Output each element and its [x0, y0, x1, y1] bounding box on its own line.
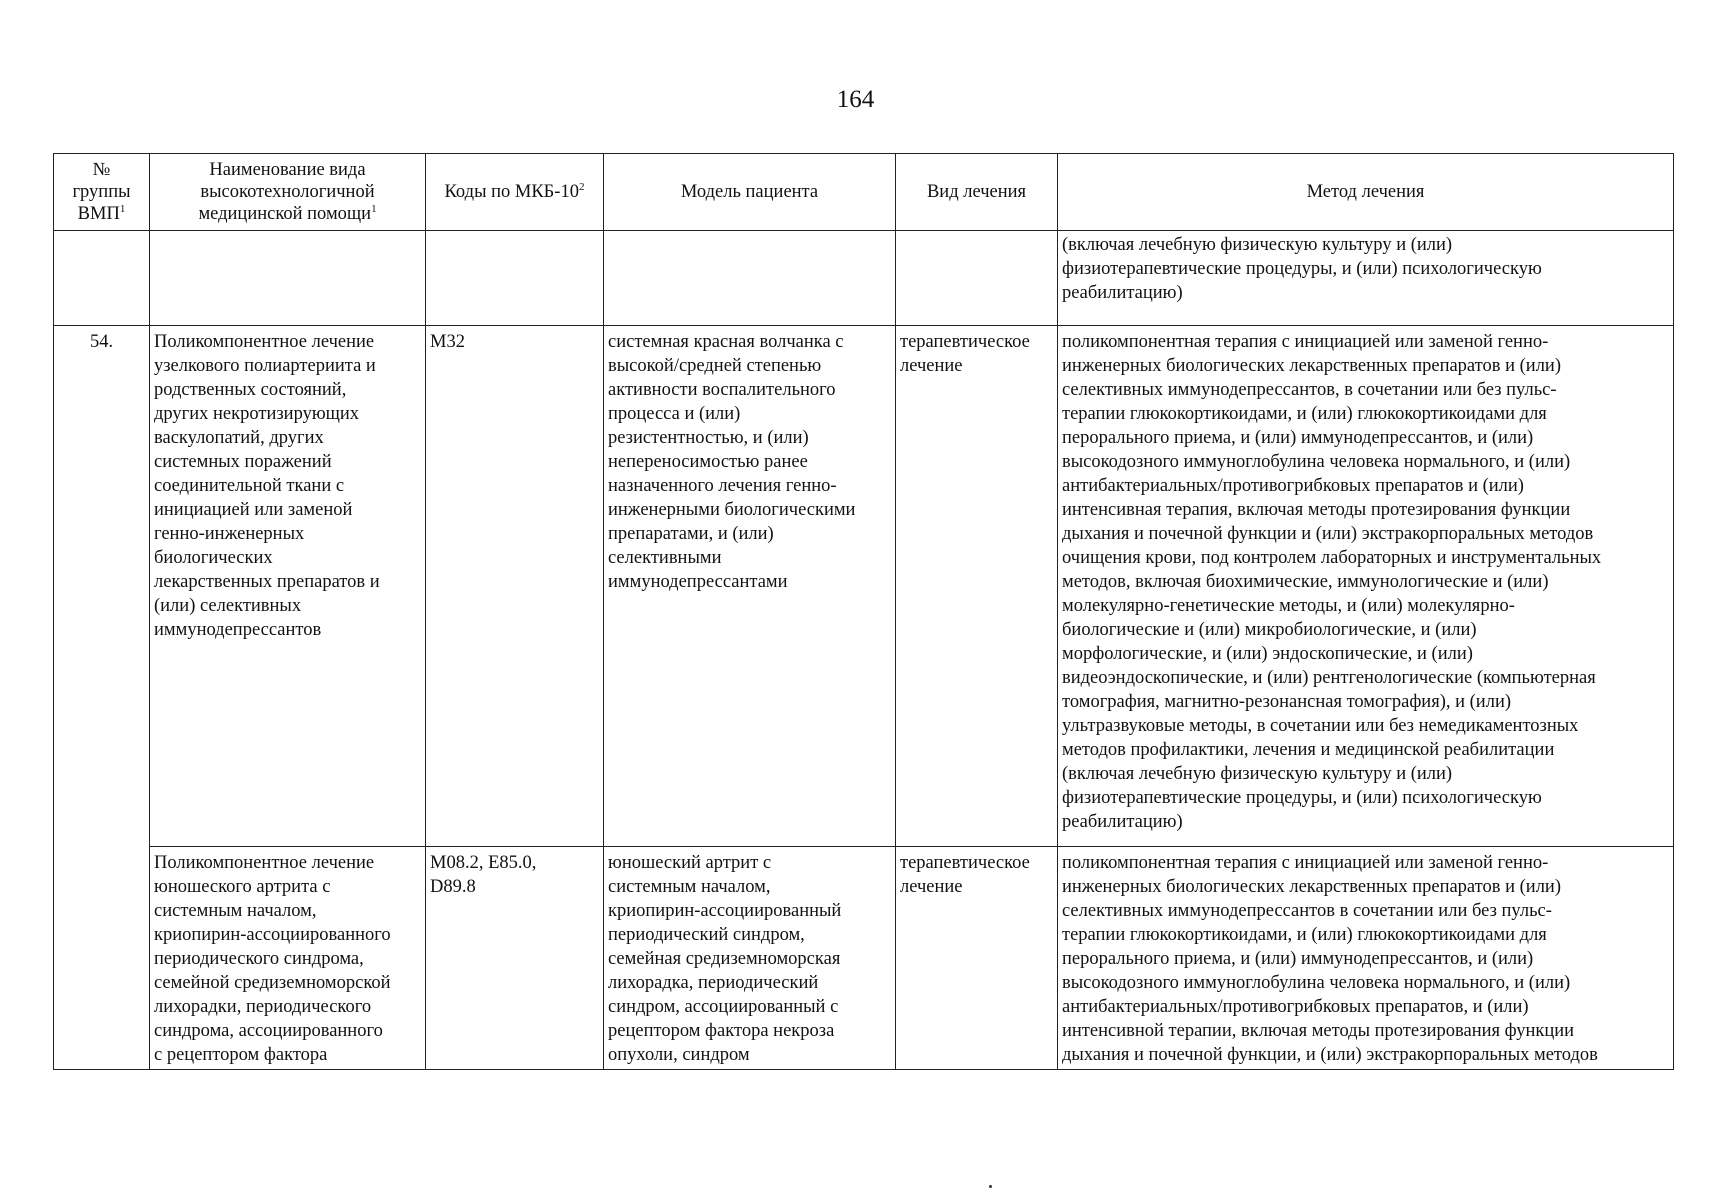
cell-icd-codes: M08.2, E85.0, D89.8	[426, 847, 604, 1070]
cell-treatment-method: поликомпонентная терапия с инициацией или заменой генно- инженерных биологических лекарственных препаратов и (или) селективных иммунодепрессантов, в сочетании или без пульс- терапии глюкокортикоидами, и (или) глюкокортикоидами для перорального приема, и (или) иммунодепрессантов, и (или) высокодозного иммуноглобулина человека нормального, и (или) антибактериальных/противогрибковых препаратов и (или) интенсивная терапия, включая методы протезирования функции дыхания и почечной функции и (или) экстракорпоральных методов очищения крови, под контролем лабораторных и инструментальных методов, включая биохимические, иммунологические и (или) молекулярно-генетические методы, и (или) молекулярно- биологические и (или) микробиологические, и (или) морфологические, и (или) эндоскопические, и (или) видеоэндоскопические, и (или) рентгенологические (компьютерная томография, магнитно-резонансная томография), и (или) ультразвуковые методы, в сочетании или без немедикаментозных методов профилактики, лечения и медицинской реабилитации (включая лечебную физическую культуру и (или) физиотерапевтические процедуры, и (или) психологическую реабилитацию)	[1058, 326, 1674, 847]
cell-treatment-type: терапевтическое лечение	[896, 847, 1058, 1070]
cell-patient-model	[604, 231, 896, 326]
cell-group-number	[54, 231, 150, 326]
cell-icd-codes: M32	[426, 326, 604, 847]
cell-care-type-name: Поликомпонентное лечение юношеского артрита с системным началом, криопирин-ассоциированного периодического синдрома, семейной средиземноморской лихорадки, периодического синдрома, ассоциированного с рецептором фактора	[150, 847, 426, 1070]
header-treatment-method: Метод лечения	[1058, 154, 1674, 231]
table-row	[54, 326, 1674, 847]
cell-group-number	[54, 847, 150, 1070]
cell-treatment-type	[896, 231, 1058, 326]
page-number: 164	[836, 86, 875, 113]
header-treatment-type: Вид лечения	[896, 154, 1058, 231]
header-icd-codes: Коды по МКБ-$10^2$	[426, 154, 604, 231]
table-header-row	[54, 154, 1674, 231]
cell-care-type-name	[150, 231, 426, 326]
cell-patient-model: юношеский артрит с системным началом, криопирин-ассоциированный периодический синдром, семейная средиземноморская лихорадка, периодический синдром, ассоциированный с рецептором фактора некроза опухоли, синдром	[604, 847, 896, 1070]
cell-treatment-method: поликомпонентная терапия с инициацией или заменой генно- инженерных биологических лекарственных препаратов и (или) селективных иммунодепрессантов в сочетании или без пульс- терапии глюкокортикоидами, и (или) глюкокортикоидами для перорального приема, и (или) иммунодепрессантов, и (или) высокодозного иммуноглобулина человека нормального, и (или) антибактериальных/противогрибковых препаратов, и (или) интенсивной терапии, включая методы протезирования функции дыхания и почечной функции, и (или) экстракорпоральных методов	[1058, 847, 1674, 1070]
cell-treatment-method: (включая лечебную физическую культуру и (или) физиотерапевтические процедуры, и (или) психологическую реабилитацию)	[1058, 231, 1674, 326]
header-care-type-name: Наименование вида высокотехнологичной медицинской помощи$^1$	[150, 154, 426, 231]
cell-treatment-type: терапевтическое лечение	[896, 326, 1058, 847]
header-patient-model: Модель пациента	[604, 154, 896, 231]
cell-icd-codes	[426, 231, 604, 326]
scan-speck	[989, 1185, 992, 1188]
table-row	[54, 847, 1674, 1070]
treatment-table	[53, 153, 1674, 1070]
cell-group-number: 54.	[54, 326, 150, 847]
table-row	[54, 231, 1674, 326]
cell-care-type-name: Поликомпонентное лечение узелкового полиартериита и родственных состояний, других некротизирующих васкулопатий, других системных поражений соединительной ткани с инициацией или заменой генно-инженерных биологических лекарственных препаратов и (или) селективных иммунодепрессантов	[150, 326, 426, 847]
header-group-number: № группы ВМП$^1$	[54, 154, 150, 231]
cell-patient-model: системная красная волчанка с высокой/средней степенью активности воспалительного процесса и (или) резистентностью, и (или) непереносимостью ранее назначенного лечения генно- инженерными биологическими препаратами, и (или) селективными иммунодепрессантами	[604, 326, 896, 847]
